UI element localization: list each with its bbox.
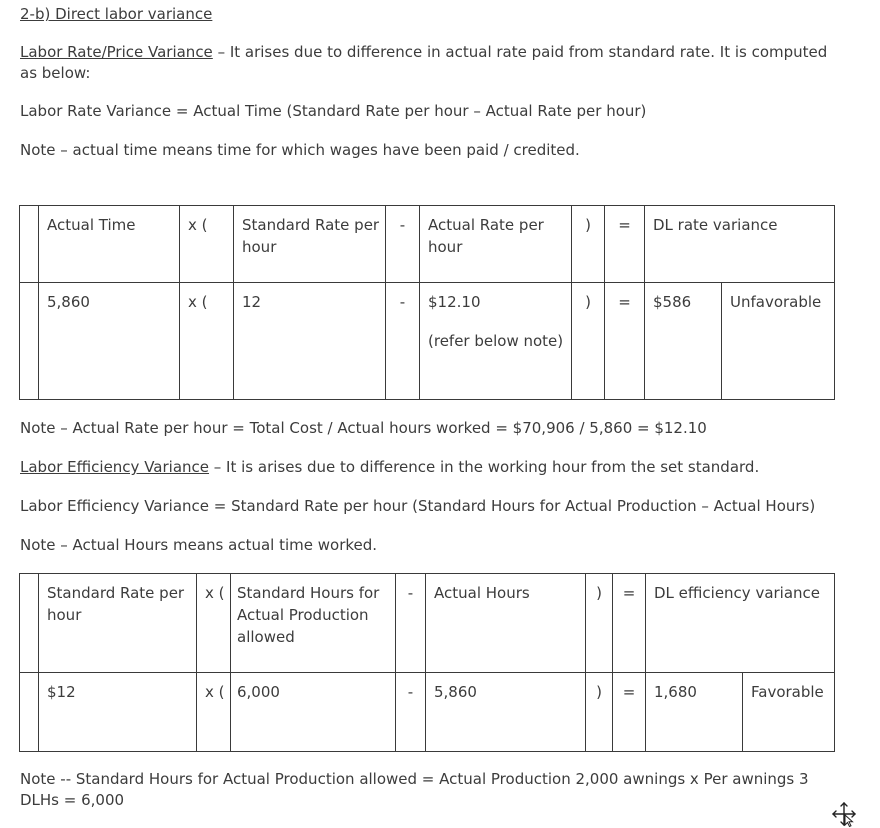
rate-variance-intro — [20, 42, 827, 84]
header-close-paren: ) — [572, 206, 605, 283]
efficiency-table-row — [20, 673, 835, 752]
actual-rate-reference: (refer below note) — [428, 332, 564, 350]
efficiency-variance-intro — [20, 457, 759, 478]
standard-hours-note — [20, 769, 809, 811]
section-heading: 2-b) Direct labor variance — [20, 5, 213, 23]
cell-variance-amount: 1,680 — [646, 673, 743, 752]
header-standard-rate: Standard Rate per hour — [39, 574, 197, 673]
cell-actual-rate — [420, 283, 572, 400]
actual-rate-note: Note – Actual Rate per hour = Total Cost / Actual hours worked = $70,906 / 5,860 = $12.10 — [20, 419, 707, 437]
header-actual-time: Actual Time — [39, 206, 180, 283]
efficiency-variance-formula: Labor Efficiency Variance = Standard Rate per hour (Standard Hours for Actual Production – Actual Hours) — [20, 497, 816, 515]
table-cell — [20, 673, 39, 752]
efficiency-table-header-row — [20, 574, 835, 673]
actual-rate-value: $12.10 — [428, 293, 481, 311]
header-equals: = — [605, 206, 645, 283]
efficiency-variance-term: Labor Efficiency Variance — [20, 458, 210, 476]
cell-minus: - — [386, 283, 420, 400]
header-minus: - — [396, 574, 426, 673]
rate-table-header-row — [20, 206, 835, 283]
rate-variance-formula: Labor Rate Variance = Actual Time (Standard Rate per hour – Actual Rate per hour) — [20, 102, 647, 120]
rate-variance-desc-2: as below: — [20, 64, 91, 82]
header-multiply: x ( — [180, 206, 234, 283]
rate-table-row — [20, 283, 835, 400]
efficiency-variance-table — [19, 573, 835, 752]
cell-equals: = — [605, 283, 645, 400]
cell-actual-time: 5,860 — [39, 283, 180, 400]
header-close-paren: ) — [586, 574, 613, 673]
header-minus: - — [386, 206, 420, 283]
cell-standard-hours: 6,000 — [231, 673, 396, 752]
header-dl-efficiency-variance: DL efficiency variance — [646, 574, 835, 673]
table-cell — [20, 574, 39, 673]
table-cell — [20, 206, 39, 283]
cell-equals: = — [613, 673, 646, 752]
rate-variance-desc-1: – It arises due to difference in actual rate paid from standard rate. It is computed — [212, 43, 828, 61]
cell-standard-rate: $12 — [39, 673, 197, 752]
cell-actual-hours: 5,860 — [426, 673, 586, 752]
cell-variance-result: Unfavorable — [722, 283, 835, 400]
standard-hours-note-line-1: Note -- Standard Hours for Actual Production allowed = Actual Production 2,000 awnings x Per awnings 3 — [20, 770, 809, 788]
header-dl-rate-variance: DL rate variance — [645, 206, 835, 283]
rate-variance-table — [19, 205, 835, 400]
efficiency-variance-note: Note – Actual Hours means actual time worked. — [20, 536, 378, 554]
header-actual-hours: Actual Hours — [426, 574, 586, 673]
cell-variance-result: Favorable — [743, 673, 835, 752]
header-multiply: x ( — [197, 574, 231, 673]
header-standard-rate: Standard Rate per hour — [234, 206, 386, 283]
rate-variance-note: Note – actual time means time for which wages have been paid / credited. — [20, 141, 580, 159]
header-standard-hours: Standard Hours for Actual Production allowed — [231, 574, 396, 673]
cell-close-paren: ) — [572, 283, 605, 400]
cell-multiply: x ( — [197, 673, 231, 752]
efficiency-variance-desc: – It is arises due to difference in the working hour from the set standard. — [209, 458, 760, 476]
table-cell — [20, 283, 39, 400]
cell-multiply: x ( — [180, 283, 234, 400]
cell-variance-amount: $586 — [645, 283, 722, 400]
cell-close-paren: ) — [586, 673, 613, 752]
rate-variance-term: Labor Rate/Price Variance — [20, 43, 213, 61]
standard-hours-note-line-2: DLHs = 6,000 — [20, 791, 125, 809]
header-actual-rate: Actual Rate per hour — [420, 206, 572, 283]
cell-standard-rate: 12 — [234, 283, 386, 400]
header-equals: = — [613, 574, 646, 673]
cell-minus: - — [396, 673, 426, 752]
